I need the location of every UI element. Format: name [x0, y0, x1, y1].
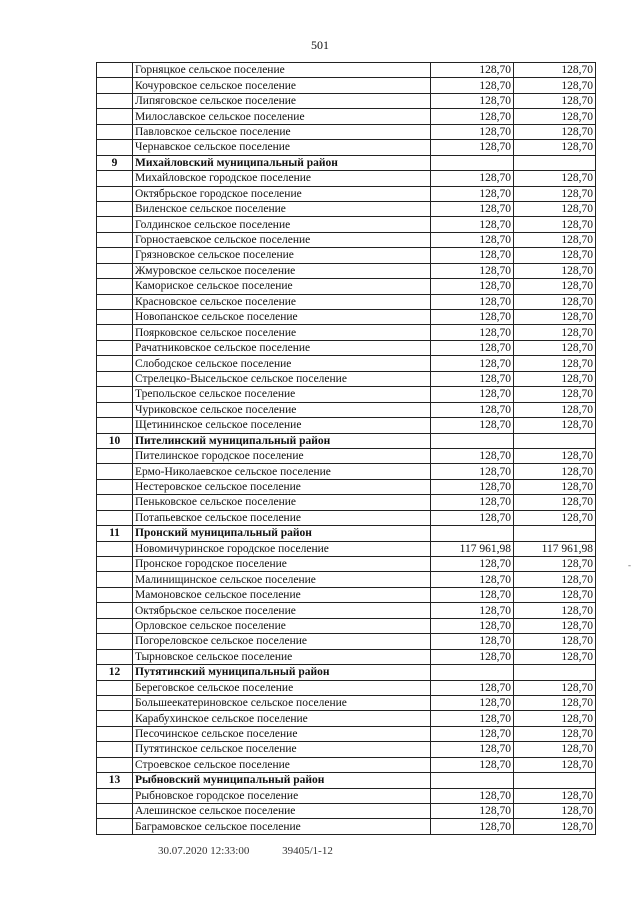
row-number: [97, 294, 133, 309]
value-col-2: [514, 773, 596, 788]
row-number: [97, 124, 133, 139]
table-row: [97, 201, 596, 216]
margin-mark: -: [628, 560, 631, 570]
district-row: [97, 433, 596, 448]
value-col-1: 117 961,98: [431, 541, 514, 556]
row-number: [97, 310, 133, 325]
value-col-2: 128,70: [514, 294, 596, 309]
value-col-2: 128,70: [514, 695, 596, 710]
row-number: [97, 804, 133, 819]
value-col-1: 128,70: [431, 603, 514, 618]
value-col-1: [431, 526, 514, 541]
value-col-2: 128,70: [514, 93, 596, 108]
settlement-name: Пителинский муниципальный район: [133, 433, 431, 448]
district-row: [97, 155, 596, 170]
value-col-1: 128,70: [431, 788, 514, 803]
value-col-1: 128,70: [431, 418, 514, 433]
row-number: [97, 63, 133, 78]
value-col-1: 128,70: [431, 557, 514, 572]
settlement-name: Тырновское сельское поселение: [133, 649, 431, 664]
row-number: [97, 819, 133, 834]
table-row: [97, 279, 596, 294]
table-row: [97, 757, 596, 772]
table-row: [97, 788, 596, 803]
value-col-2: 128,70: [514, 279, 596, 294]
table-row: [97, 711, 596, 726]
row-number: [97, 788, 133, 803]
value-col-2: 128,70: [514, 186, 596, 201]
row-number: [97, 572, 133, 587]
settlement-name: Новопанское сельское поселение: [133, 310, 431, 325]
row-number: [97, 742, 133, 757]
settlement-name: Строевское сельское поселение: [133, 757, 431, 772]
value-col-2: 128,70: [514, 448, 596, 463]
settlement-name: Береговское сельское поселение: [133, 680, 431, 695]
value-col-1: 128,70: [431, 572, 514, 587]
value-col-2: 128,70: [514, 124, 596, 139]
row-number: 11: [97, 526, 133, 541]
table-row: [97, 603, 596, 618]
value-col-2: 128,70: [514, 340, 596, 355]
value-col-2: 128,70: [514, 248, 596, 263]
value-col-2: [514, 433, 596, 448]
row-number: [97, 93, 133, 108]
value-col-2: 128,70: [514, 557, 596, 572]
value-col-2: 128,70: [514, 711, 596, 726]
settlement-name: Горняцкое сельское поселение: [133, 63, 431, 78]
settlement-name: Алешинское сельское поселение: [133, 804, 431, 819]
settlement-name: Малинищинское сельское поселение: [133, 572, 431, 587]
table-row: [97, 634, 596, 649]
settlement-name: Грязновское сельское поселение: [133, 248, 431, 263]
row-number: [97, 418, 133, 433]
value-col-1: 128,70: [431, 742, 514, 757]
value-col-1: 128,70: [431, 402, 514, 417]
table-row: [97, 742, 596, 757]
settlement-name: Рачатниковское сельское поселение: [133, 340, 431, 355]
value-col-1: 128,70: [431, 232, 514, 247]
value-col-1: 128,70: [431, 757, 514, 772]
settlement-name: Пителинское городское поселение: [133, 448, 431, 463]
settlement-name: Октябрьское городское поселение: [133, 186, 431, 201]
settlement-name: Виленское сельское поселение: [133, 201, 431, 216]
settlement-name: Ермо-Николаевское сельское поселение: [133, 464, 431, 479]
table-row: [97, 78, 596, 93]
table-row: [97, 171, 596, 186]
value-col-1: 128,70: [431, 263, 514, 278]
value-col-1: 128,70: [431, 294, 514, 309]
value-col-2: 128,70: [514, 140, 596, 155]
row-number: 10: [97, 433, 133, 448]
value-col-2: 128,70: [514, 109, 596, 124]
settlement-name: Орловское сельское поселение: [133, 618, 431, 633]
value-col-1: 128,70: [431, 587, 514, 602]
settlement-name: Пронский муниципальный район: [133, 526, 431, 541]
settlement-name: Горностаевское сельское поселение: [133, 232, 431, 247]
settlement-name: Михайловское городское поселение: [133, 171, 431, 186]
row-number: [97, 140, 133, 155]
value-col-2: 128,70: [514, 572, 596, 587]
value-col-2: 128,70: [514, 495, 596, 510]
table-row: [97, 649, 596, 664]
table-row: [97, 680, 596, 695]
value-col-1: 128,70: [431, 711, 514, 726]
value-col-2: 128,70: [514, 310, 596, 325]
value-col-1: 128,70: [431, 248, 514, 263]
value-col-2: [514, 526, 596, 541]
value-col-1: 128,70: [431, 649, 514, 664]
district-row: [97, 526, 596, 541]
row-number: [97, 232, 133, 247]
value-col-2: 128,70: [514, 634, 596, 649]
value-col-2: 128,70: [514, 201, 596, 216]
row-number: [97, 603, 133, 618]
value-col-2: 128,70: [514, 325, 596, 340]
settlement-name: Рыбновское городское поселение: [133, 788, 431, 803]
value-col-2: 128,70: [514, 680, 596, 695]
table-row: [97, 418, 596, 433]
table-row: [97, 572, 596, 587]
settlement-name: Поярковское сельское поселение: [133, 325, 431, 340]
value-col-2: 128,70: [514, 418, 596, 433]
value-col-1: 128,70: [431, 186, 514, 201]
value-col-1: 128,70: [431, 171, 514, 186]
row-number: [97, 279, 133, 294]
settlement-name: Трепольское сельское поселение: [133, 387, 431, 402]
settlement-name: Путятинское сельское поселение: [133, 742, 431, 757]
value-col-1: 128,70: [431, 510, 514, 525]
footer: [158, 845, 363, 857]
row-number: [97, 171, 133, 186]
settlement-name: Пеньковское сельское поселение: [133, 495, 431, 510]
table-row: [97, 371, 596, 386]
settlement-name: Октябрьское сельское поселение: [133, 603, 431, 618]
table-row: [97, 217, 596, 232]
value-col-1: 128,70: [431, 217, 514, 232]
row-number: [97, 387, 133, 402]
value-col-1: 128,70: [431, 140, 514, 155]
settlement-name: Погореловское сельское поселение: [133, 634, 431, 649]
value-col-1: 128,70: [431, 279, 514, 294]
table-row: [97, 356, 596, 371]
table-row: [97, 310, 596, 325]
table-row: [97, 325, 596, 340]
table-row: [97, 294, 596, 309]
row-number: [97, 557, 133, 572]
row-number: [97, 217, 133, 232]
page-number: 501: [311, 38, 329, 52]
settlement-name: Голдинское сельское поселение: [133, 217, 431, 232]
value-col-2: 128,70: [514, 232, 596, 247]
row-number: [97, 495, 133, 510]
row-number: [97, 186, 133, 201]
row-number: 13: [97, 773, 133, 788]
table-row: [97, 557, 596, 572]
value-col-1: 128,70: [431, 78, 514, 93]
table-row: [97, 819, 596, 834]
settlement-name: Жмуровское сельское поселение: [133, 263, 431, 278]
value-col-1: 128,70: [431, 387, 514, 402]
value-col-2: 128,70: [514, 742, 596, 757]
table-row: [97, 124, 596, 139]
row-number: [97, 78, 133, 93]
value-col-1: 128,70: [431, 93, 514, 108]
row-number: [97, 109, 133, 124]
row-number: [97, 695, 133, 710]
settlement-name: Большеекатериновское сельское поселение: [133, 695, 431, 710]
row-number: [97, 726, 133, 741]
settlement-name: Новомичуринское городское поселение: [133, 541, 431, 556]
settlement-name: Карабухинское сельское поселение: [133, 711, 431, 726]
row-number: [97, 634, 133, 649]
settlement-name: Милославское сельское поселение: [133, 109, 431, 124]
row-number: [97, 371, 133, 386]
table-body: [97, 63, 596, 835]
row-number: [97, 649, 133, 664]
settlement-name: Слободское сельское поселение: [133, 356, 431, 371]
value-col-1: 128,70: [431, 310, 514, 325]
value-col-1: 128,70: [431, 448, 514, 463]
value-col-2: 128,70: [514, 402, 596, 417]
table-row: [97, 140, 596, 155]
row-number: [97, 201, 133, 216]
district-row: [97, 773, 596, 788]
row-number: [97, 340, 133, 355]
table-row: [97, 186, 596, 201]
settlement-name: Чернавское сельское поселение: [133, 140, 431, 155]
value-col-2: 128,70: [514, 649, 596, 664]
value-col-2: 128,70: [514, 510, 596, 525]
value-col-1: 128,70: [431, 325, 514, 340]
value-col-2: 128,70: [514, 387, 596, 402]
row-number: [97, 618, 133, 633]
table-row: [97, 387, 596, 402]
table-row: [97, 340, 596, 355]
row-number: 12: [97, 665, 133, 680]
value-col-2: 128,70: [514, 804, 596, 819]
table-row: [97, 109, 596, 124]
row-number: [97, 356, 133, 371]
value-col-1: 128,70: [431, 618, 514, 633]
table-row: [97, 263, 596, 278]
settlements-table: [96, 62, 596, 835]
value-col-2: [514, 665, 596, 680]
table-row: [97, 804, 596, 819]
value-col-1: 128,70: [431, 63, 514, 78]
value-col-1: 128,70: [431, 804, 514, 819]
value-col-1: 128,70: [431, 495, 514, 510]
value-col-1: 128,70: [431, 680, 514, 695]
table-row: [97, 726, 596, 741]
row-number: [97, 263, 133, 278]
settlement-name: Михайловский муниципальный район: [133, 155, 431, 170]
settlement-name: Пронское городское поселение: [133, 557, 431, 572]
row-number: [97, 680, 133, 695]
value-col-1: 128,70: [431, 726, 514, 741]
settlement-name: Чуриковское сельское поселение: [133, 402, 431, 417]
value-col-1: 128,70: [431, 695, 514, 710]
settlement-name: Павловское сельское поселение: [133, 124, 431, 139]
row-number: 9: [97, 155, 133, 170]
table-row: [97, 587, 596, 602]
value-col-1: [431, 773, 514, 788]
settlement-name: Щетининское сельское поселение: [133, 418, 431, 433]
settlement-name: Стрелецко-Высельское сельское поселение: [133, 371, 431, 386]
footer-doc-code: 39405/1-12: [282, 845, 333, 857]
row-number: [97, 325, 133, 340]
value-col-1: [431, 665, 514, 680]
table-row: [97, 248, 596, 263]
value-col-1: 128,70: [431, 479, 514, 494]
settlement-name: Нестеровское сельское поселение: [133, 479, 431, 494]
table-row: [97, 618, 596, 633]
settlement-name: Кочуровское сельское поселение: [133, 78, 431, 93]
row-number: [97, 248, 133, 263]
row-number: [97, 402, 133, 417]
row-number: [97, 541, 133, 556]
value-col-1: [431, 155, 514, 170]
row-number: [97, 464, 133, 479]
row-number: [97, 757, 133, 772]
district-row: [97, 665, 596, 680]
value-col-1: 128,70: [431, 819, 514, 834]
table-row: [97, 402, 596, 417]
value-col-2: 128,70: [514, 757, 596, 772]
value-col-2: 128,70: [514, 371, 596, 386]
value-col-1: [431, 433, 514, 448]
value-col-2: 117 961,98: [514, 541, 596, 556]
value-col-2: 128,70: [514, 479, 596, 494]
value-col-2: 128,70: [514, 587, 596, 602]
table-row: [97, 232, 596, 247]
footer-timestamp: 30.07.2020 12:33:00: [158, 845, 250, 857]
value-col-2: 128,70: [514, 603, 596, 618]
table-row: [97, 510, 596, 525]
settlement-name: Песочинское сельское поселение: [133, 726, 431, 741]
settlement-name: Красновское сельское поселение: [133, 294, 431, 309]
value-col-1: 128,70: [431, 109, 514, 124]
settlement-name: Баграмовское сельское поселение: [133, 819, 431, 834]
row-number: [97, 479, 133, 494]
table-row: [97, 93, 596, 108]
value-col-2: 128,70: [514, 618, 596, 633]
settlement-name: Мамоновское сельское поселение: [133, 587, 431, 602]
value-col-2: 128,70: [514, 263, 596, 278]
value-col-2: 128,70: [514, 171, 596, 186]
value-col-2: [514, 155, 596, 170]
value-col-1: 128,70: [431, 201, 514, 216]
row-number: [97, 711, 133, 726]
table-row: [97, 63, 596, 78]
table-row: [97, 479, 596, 494]
value-col-2: 128,70: [514, 63, 596, 78]
settlement-name: Путятинский муниципальный район: [133, 665, 431, 680]
settlement-name: Камориское сельское поселение: [133, 279, 431, 294]
settlement-name: Рыбновский муниципальный район: [133, 773, 431, 788]
value-col-2: 128,70: [514, 78, 596, 93]
row-number: [97, 587, 133, 602]
settlement-name: Липяговское сельское поселение: [133, 93, 431, 108]
value-col-2: 128,70: [514, 726, 596, 741]
value-col-2: 128,70: [514, 356, 596, 371]
value-col-1: 128,70: [431, 124, 514, 139]
value-col-2: 128,70: [514, 788, 596, 803]
value-col-1: 128,70: [431, 340, 514, 355]
value-col-1: 128,70: [431, 356, 514, 371]
table-row: [97, 541, 596, 556]
value-col-2: 128,70: [514, 819, 596, 834]
value-col-2: 128,70: [514, 464, 596, 479]
row-number: [97, 510, 133, 525]
settlement-name: Потапьевское сельское поселение: [133, 510, 431, 525]
value-col-1: 128,70: [431, 371, 514, 386]
table-row: [97, 695, 596, 710]
table-row: [97, 448, 596, 463]
table-row: [97, 464, 596, 479]
value-col-2: 128,70: [514, 217, 596, 232]
value-col-1: 128,70: [431, 634, 514, 649]
row-number: [97, 448, 133, 463]
value-col-1: 128,70: [431, 464, 514, 479]
table-row: [97, 495, 596, 510]
